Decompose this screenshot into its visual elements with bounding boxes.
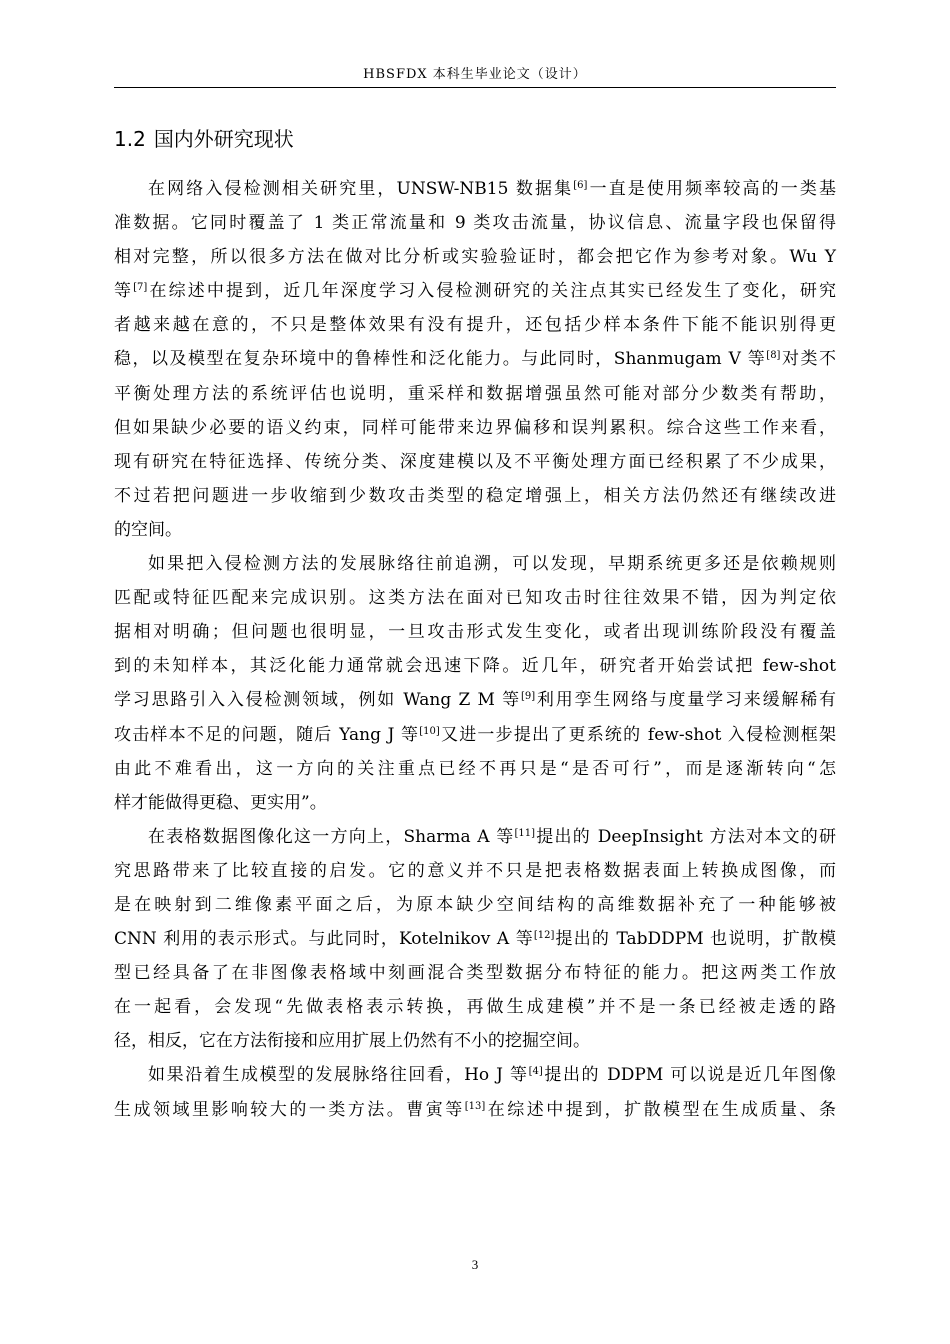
text-run: 提出的 TabDDPM 也说明，扩散模 xyxy=(554,929,836,950)
text-line xyxy=(114,547,836,581)
text-line xyxy=(114,172,836,206)
text-run: 提出的 DDPM 可以说是近几年图像 xyxy=(542,1065,836,1086)
text-run: 在表格数据图像化这一方向上，Sharma A 等 xyxy=(148,826,515,847)
text-line xyxy=(114,377,836,411)
text-line xyxy=(114,615,836,649)
paragraph xyxy=(114,820,836,1059)
paragraph xyxy=(114,547,836,820)
text-run: 究思路带来了比较直接的启发。它的意义并不只是把表格数据表面上转换成图像，而 xyxy=(114,860,836,881)
text-line xyxy=(114,956,836,990)
text-run: 攻击样本不足的问题，随后 Yang J 等 xyxy=(114,724,420,745)
citation-marker: [11] xyxy=(514,827,536,839)
text-run: 如果沿着生成模型的发展脉络往回看，Ho J 等 xyxy=(148,1065,529,1086)
citation-marker: [9] xyxy=(520,691,536,703)
citation-marker: [13] xyxy=(464,1100,486,1112)
text-run: 据相对明确；但问题也很明显，一旦攻击形式发生变化，或者出现训练阶段没有覆盖 xyxy=(114,622,836,643)
text-run: 提出的 DeepInsight 方法对本文的研 xyxy=(535,826,836,847)
text-run: 在网络入侵检测相关研究里，UNSW-NB15 数据集 xyxy=(148,179,574,199)
text-line xyxy=(114,274,836,308)
section-number: 1.2 xyxy=(114,127,146,151)
text-line xyxy=(114,990,836,1024)
text-line xyxy=(114,445,836,479)
text-line xyxy=(114,820,836,854)
text-run: 在综述中提到，近几年深度学习入侵检测研究的关注点其实已经发生了变化，研究 xyxy=(147,281,837,302)
text-line xyxy=(114,752,836,786)
text-run: CNN 利用的表示形式。与此同时，Kotelnikov A 等 xyxy=(114,929,534,950)
text-run: 平衡处理方法的系统评估也说明，重采样和数据增强虽然可能对部分少数类有帮助， xyxy=(114,383,836,404)
paragraph xyxy=(114,172,836,547)
text-line xyxy=(114,308,836,342)
text-line xyxy=(114,718,836,752)
text-run: 又进一步提出了更系统的 few-shot 入侵检测框架 xyxy=(439,724,836,745)
text-line xyxy=(114,854,836,888)
section-title: 国内外研究现状 xyxy=(153,127,294,151)
text-line xyxy=(114,206,836,240)
text-line xyxy=(114,342,836,376)
citation-marker: [8] xyxy=(766,350,781,362)
text-run: 但如果缺少必要的语义约束，同样可能带来边界偏移和误判累积。综合这些工作来看， xyxy=(114,417,836,438)
text-run: 如果把入侵检测方法的发展脉络往前追溯，可以发现，早期系统更多还是依赖规则 xyxy=(148,554,836,575)
citation-marker: [6] xyxy=(573,180,588,191)
running-header: HBSFDX 本科生毕业论文（设计） xyxy=(363,67,587,82)
citation-marker: [7] xyxy=(133,282,148,294)
text-run: 匹配或特征匹配来完成识别。这类方法在面对已知攻击时往往效果不错，因为判定依 xyxy=(114,588,836,609)
text-run: 径，相反，它在方法衔接和应用扩展上仍然有不小的挖掘空间。 xyxy=(114,1031,590,1052)
text-run: 者越来越在意的，不只是整体效果有没有提升，还包括少样本条件下能不能识别得更 xyxy=(114,315,836,336)
text-run: 是在映射到二维像素平面之后，为原本缺少空间结构的高维数据补充了一种能够被 xyxy=(114,894,836,915)
text-line xyxy=(114,786,836,820)
text-run: 等 xyxy=(114,281,134,302)
header-rule xyxy=(114,87,836,88)
text-line xyxy=(114,479,836,513)
body-text xyxy=(114,172,836,1127)
text-run: 到的未知样本，其泛化能力通常就会迅速下降。近几年，研究者开始尝试把 few-shot xyxy=(114,656,836,677)
text-line xyxy=(114,888,836,922)
page-number: 3 xyxy=(471,1257,479,1272)
citation-marker: [12] xyxy=(533,930,555,942)
text-line xyxy=(114,683,836,717)
section-heading xyxy=(114,124,294,154)
paragraph xyxy=(114,1058,836,1126)
text-run: 不过若把问题进一步收缩到少数攻击类型的稳定增强上，相关方法仍然还有继续改进 xyxy=(114,485,836,506)
citation-marker: [10] xyxy=(419,725,440,737)
text-run: 学习思路引入入侵检测领域，例如 Wang Z M 等 xyxy=(114,690,521,711)
text-line xyxy=(114,1058,836,1092)
text-line xyxy=(114,581,836,615)
text-line xyxy=(114,922,836,956)
text-line xyxy=(114,513,836,547)
text-run: 的空间。 xyxy=(114,519,182,540)
text-line xyxy=(114,240,836,274)
text-run: 利用孪生网络与度量学习来缓解稀有 xyxy=(535,690,837,711)
text-run: 样才能做得更稳、更实用”。 xyxy=(114,792,327,813)
text-run: 生成领域里影响较大的一类方法。曹寅等 xyxy=(114,1099,465,1120)
text-run: 现有研究在特征选择、传统分类、深度建模以及不平衡处理方面已经积累了不少成果， xyxy=(114,451,836,472)
text-run: 在综述中提到，扩散模型在生成质量、条 xyxy=(485,1099,836,1120)
text-line xyxy=(114,1024,836,1058)
text-line xyxy=(114,1093,836,1127)
citation-marker: [4] xyxy=(528,1066,543,1078)
text-line xyxy=(114,411,836,445)
text-run: 型已经具备了在非图像表格域中刻画混合类型数据分布特征的能力。把这两类工作放 xyxy=(114,963,836,984)
text-run: 一直是使用频率较高的一类基 xyxy=(587,179,837,199)
text-run: 由此不难看出，这一方向的关注重点已经不再只是“是否可行”，而是逐渐转向“怎 xyxy=(114,758,836,779)
text-run: 准数据。它同时覆盖了 1 类正常流量和 9 类攻击流量，协议信息、流量字段也保留得 xyxy=(114,213,836,234)
text-run: 稳，以及模型在复杂环境中的鲁棒性和泛化能力。与此同时，Shanmugam V 等 xyxy=(114,349,767,370)
text-run: 相对完整，所以很多方法在做对比分析或实验验证时，都会把它作为参考对象。Wu Y xyxy=(114,247,836,268)
text-run: 在一起看，会发现“先做表格表示转换，再做生成建模”并不是一条已经被走透的路 xyxy=(114,997,836,1018)
text-line xyxy=(114,649,836,683)
text-run: 对类不 xyxy=(780,349,837,370)
